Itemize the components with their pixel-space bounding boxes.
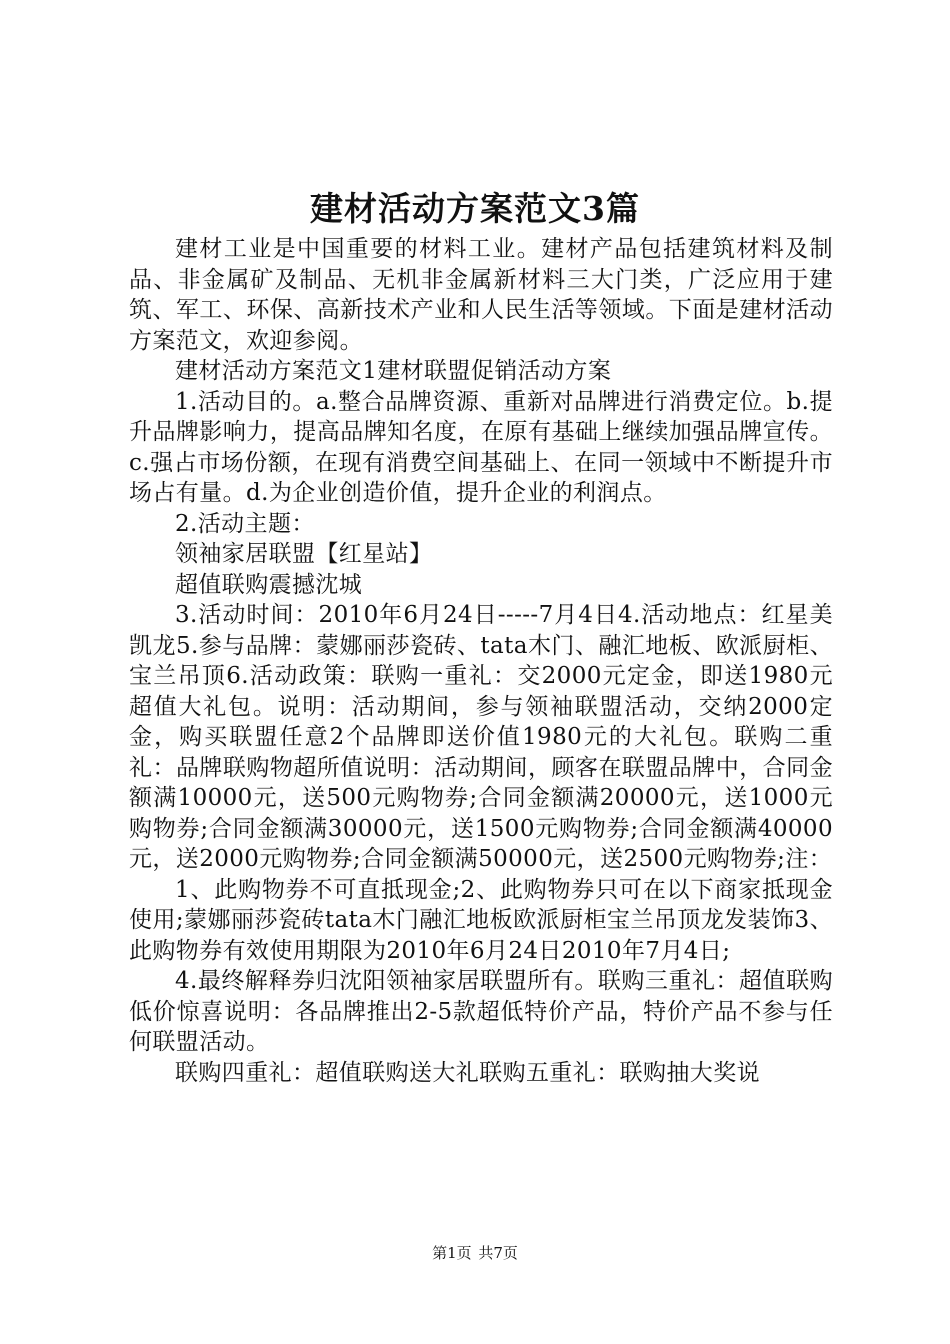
paragraph-section-heading: 建材活动方案范文1建材联盟促销活动方案	[175, 358, 612, 384]
paragraph-intro: 建材工业是中国重要的材料工业。建材产品包括建筑材料及制品、非金属矿及制品、无机非金属新材料三大门类，广泛应用于建筑、军工、环保、高新技术产业和人民生活等领域。下面是建材活动方案范文，欢迎参阅。	[129, 236, 833, 354]
document-body	[129, 234, 833, 1088]
page-footer	[0, 1243, 950, 1263]
paragraph-activity-purpose: 1.活动目的。a.整合品牌资源、重新对品牌进行消费定位。b.提升品牌影响力，提高品牌知名度，在原有基础上继续加强品牌宣传。c.强占市场份额，在现有消费空间基础上、在同一领域中不断提升市场占有量。d.为企业创造价值，提升企业的利润点。	[129, 388, 833, 506]
paragraph-activity-theme: 2.活动主题：	[175, 510, 315, 537]
document-title: 建材活动方案范文3篇	[310, 189, 640, 228]
paragraph-theme-line-1: 领袖家居联盟【红星站】	[175, 541, 433, 567]
paragraph-theme-line-2: 超值联购震撼沈城	[175, 571, 363, 598]
paragraph-activity-details: 3.活动时间：2010年6月24日-----7月4日4.活动地点：红星美凯龙5.参与品牌：蒙娜丽莎瓷砖、tata木门、融汇地板、欧派厨柜、宝兰吊顶6.活动政策：联购一重礼：交2000元定金，即送1980元超值大礼包。说明：活动期间，参与领袖联盟活动，交纳2000定金，购买联盟任意2个品牌即送价值1980元的大礼包。联购二重礼：品牌联购物超所值说明：活动期间，顾客在联盟品牌中，合同金额满10000元，送500元购物券;合同金额满20000元，送1000元购物券;合同金额满30000元，送1500元购物券;合同金额满40000元，送2000元购物券;合同金额满50000元，送2500元购物券;注：	[129, 602, 833, 872]
page-total: 共7页	[478, 1244, 518, 1262]
page-number: 第1页	[432, 1244, 472, 1262]
paragraph-gift-tiers: 联购四重礼：超值联购送大礼联购五重礼：联购抽大奖说	[175, 1059, 760, 1086]
paragraph-voucher-notes: 1、此购物券不可直抵现金;2、此购物券只可在以下商家抵现金使用;蒙娜丽莎瓷砖tata木门融汇地板欧派厨柜宝兰吊顶龙发装饰3、此购物券有效使用期限为2010年6月24日2010年7月4日;	[129, 876, 833, 964]
paragraph-final-explanation: 4.最终解释券归沈阳领袖家居联盟所有。联购三重礼：超值联购低价惊喜说明：各品牌推出2-5款超低特价产品，特价产品不参与任何联盟活动。	[129, 968, 833, 1055]
